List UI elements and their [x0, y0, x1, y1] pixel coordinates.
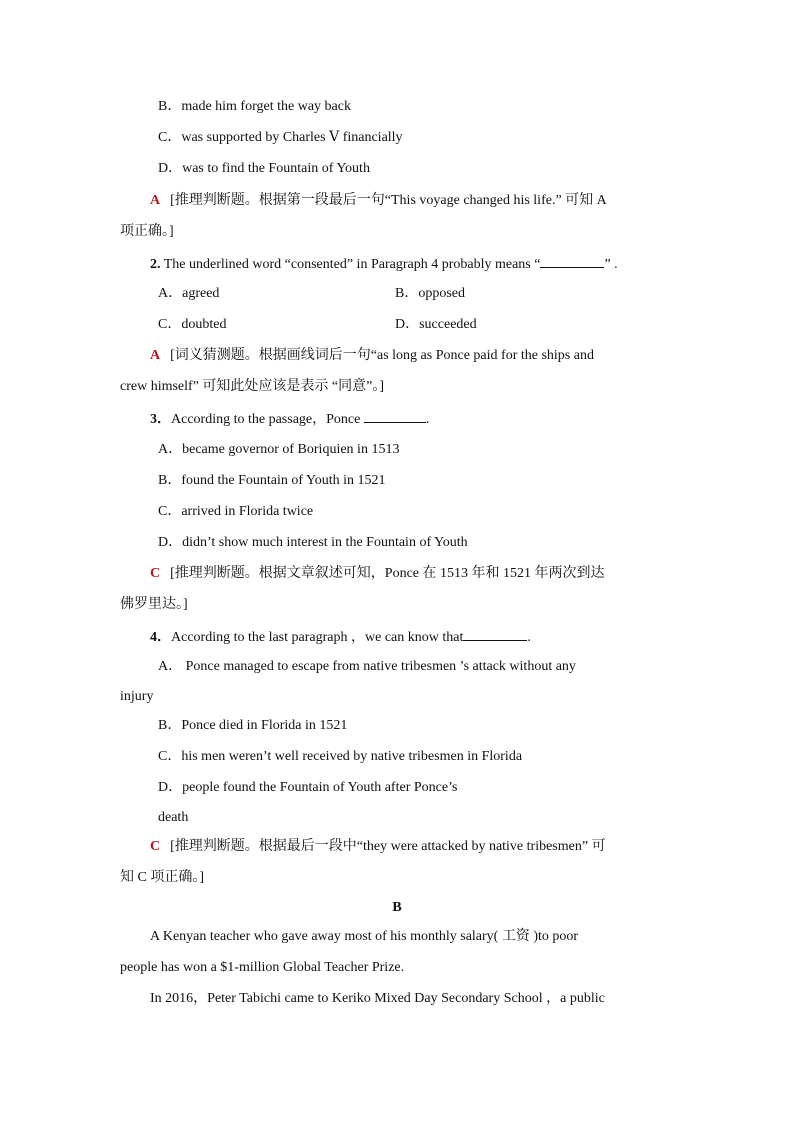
- q1-option-b: B．made him forget the way back: [158, 99, 351, 114]
- q1-answer: A: [150, 193, 161, 208]
- q4-option-d: D．people found the Fountain of Youth after Ponce’s: [158, 780, 458, 795]
- section-b-paragraph-1-line-2: people has won a $1-million Global Teacher Prize.: [120, 960, 405, 975]
- q2-explanation-text-1: [词义猜测题。根据画线词后一句“as long as Ponce paid for the ships and: [170, 348, 594, 363]
- q3-number: 3．: [150, 412, 171, 427]
- q3-explanation-text-1: [推理判断题。根据文章叙述可知，Ponce 在 1513 年和 1521 年两次到达: [170, 566, 605, 581]
- q2-stem-before: The underlined word “consented” in Paragraph 4 probably means “: [160, 257, 541, 272]
- q3-answer-blank: [364, 409, 426, 423]
- q2-option-b: B．opposed: [395, 286, 465, 301]
- q4-explanation: [150, 838, 606, 856]
- q4-explanation-text-1: [推理判断题。根据最后一段中“they were attacked by native tribesmen” 可: [170, 839, 606, 854]
- q4-stem: [150, 627, 531, 647]
- q4-stem-text: According to the last paragraph ，we can know that: [171, 630, 464, 645]
- q1-option-c: C．was supported by Charles Ⅴ financially: [158, 130, 403, 145]
- q4-option-c: C．his men weren’t well received by native tribesmen in Florida: [158, 749, 523, 764]
- q4-stem-end: .: [527, 630, 531, 645]
- q2-option-d: D．succeeded: [395, 317, 477, 332]
- q4-option-d-continued: death: [158, 810, 189, 825]
- q3-answer: C: [150, 566, 161, 581]
- q4-answer-blank: [463, 627, 527, 641]
- q4-explanation-text-2: 知 C 项正确。]: [120, 870, 204, 885]
- q3-stem-text: According to the passage，Ponce: [171, 412, 364, 427]
- q1-explanation-text-1: [推理判断题。根据第一段最后一句“This voyage changed his life.” 可知 A: [170, 193, 607, 208]
- q2-explanation-text-2: crew himself” 可知此处应该是表示 “同意”。]: [120, 379, 384, 394]
- q4-answer: C: [150, 839, 161, 854]
- q1-explanation-text-2: 项正确。]: [120, 224, 174, 239]
- q3-option-d: D．didn’t show much interest in the Fountain of Youth: [158, 535, 468, 550]
- q2-answer: A: [150, 348, 161, 363]
- q3-explanation: [150, 565, 605, 583]
- q4-option-a-continued: injury: [120, 689, 154, 704]
- q1-option-d: D．was to find the Fountain of Youth: [158, 161, 370, 176]
- q4-option-b: B．Ponce died in Florida in 1521: [158, 718, 348, 733]
- q2-option-a: A．agreed: [158, 286, 220, 301]
- q3-stem-end: .: [425, 412, 430, 427]
- q2-option-c: C．doubted: [158, 317, 227, 332]
- q4-number: 4．: [150, 630, 171, 645]
- q3-explanation-text-2: 佛罗里达。]: [120, 597, 188, 612]
- q3-option-b: B．found the Fountain of Youth in 1521: [158, 473, 386, 488]
- q3-option-a: A．became governor of Boriquien in 1513: [158, 442, 400, 457]
- section-b-paragraph-1-line-1: A Kenyan teacher who gave away most of his monthly salary( 工资 )to poor: [150, 929, 579, 944]
- q2-explanation: [150, 347, 594, 365]
- q4-option-a: A． Ponce managed to escape from native tribesmen ’s attack without any: [158, 659, 576, 674]
- q2-number: 2.: [150, 257, 161, 272]
- q3-stem: [150, 409, 429, 429]
- q2-stem: [150, 254, 618, 274]
- q2-stem-after: ” .: [604, 257, 618, 272]
- section-b-heading: B: [392, 900, 402, 915]
- section-b-paragraph-2-line-1: In 2016，Peter Tabichi came to Keriko Mixed Day Secondary School ，a public: [150, 991, 605, 1006]
- q2-answer-blank: [540, 254, 604, 268]
- q1-explanation: [150, 192, 607, 210]
- q3-option-c: C．arrived in Florida twice: [158, 504, 314, 519]
